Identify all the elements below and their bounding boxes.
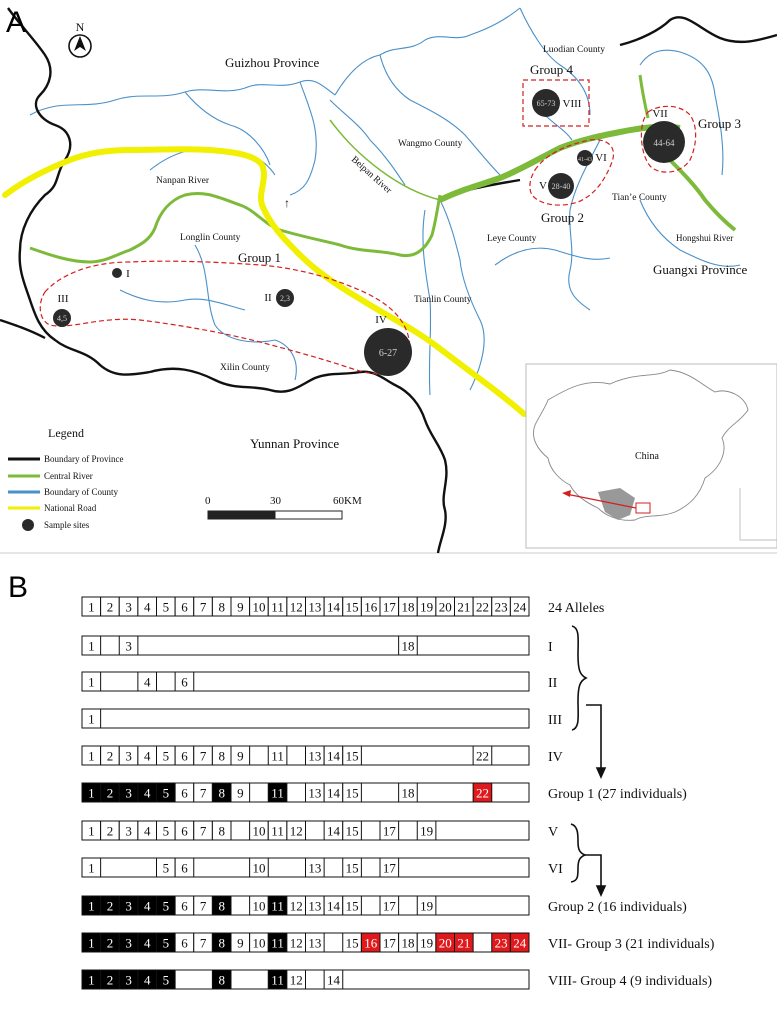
allele-cell-number: 18: [401, 935, 415, 951]
allele-cell-number: 23: [494, 599, 508, 615]
allele-cell-number: 14: [326, 599, 340, 615]
allele-cell-number: 8: [218, 898, 225, 914]
allele-cell-number: 17: [382, 898, 396, 914]
allele-cell-number: 24: [513, 935, 527, 951]
allele-row-7: [82, 858, 563, 877]
allele-row-0: [82, 597, 604, 616]
allele-cell-number: 19: [420, 599, 434, 615]
allele-cell-number: 15: [345, 860, 359, 876]
allele-cell-number: 15: [345, 785, 359, 801]
allele-cell-number: 3: [125, 599, 132, 615]
allele-row-label: VIII- Group 4 (9 individuals): [548, 974, 713, 989]
allele-cell-number: 14: [326, 748, 340, 764]
allele-cell-number: 6: [181, 935, 188, 951]
allele-cell-number: 1: [88, 972, 95, 988]
allele-cell-number: 13: [308, 785, 322, 801]
allele-cell-number: 22: [475, 748, 489, 764]
allele-cell-number: 20: [438, 599, 452, 615]
allele-cell-number: 17: [382, 823, 396, 839]
allele-cell-number: 5: [162, 860, 170, 876]
allele-cell-number: 12: [289, 935, 303, 951]
scale-label-0: 0: [205, 495, 211, 507]
allele-row-3: [82, 709, 562, 728]
allele-cell-number: 2: [106, 823, 114, 839]
allele-cell-number: 1: [88, 898, 95, 914]
label-luodian: Luodian County: [543, 45, 606, 55]
allele-cell-number: 9: [237, 748, 244, 764]
allele-cell-number: 9: [237, 599, 244, 615]
allele-cell-number: 19: [420, 823, 434, 839]
allele-cell-number: 18: [401, 638, 415, 654]
allele-cell-number: 8: [218, 935, 225, 951]
label-group-2: Group 2: [541, 210, 584, 225]
site-v-id: V: [539, 180, 547, 192]
allele-cell-number: 7: [199, 935, 207, 951]
allele-row-outline: [82, 709, 529, 728]
allele-cell-number: 6: [181, 599, 188, 615]
allele-cell-number: 2: [106, 599, 114, 615]
panel-a-label: A: [6, 6, 27, 39]
allele-cell-number: 2: [106, 898, 114, 914]
allele-row-9: [82, 933, 715, 952]
allele-row-outline: [82, 636, 529, 655]
allele-cell-number: 16: [364, 935, 378, 951]
legend-title: Legend: [48, 426, 84, 440]
allele-row-label: Group 1 (27 individuals): [548, 787, 687, 802]
scale-label-30: 30: [270, 495, 281, 507]
allele-row-4: [82, 746, 563, 765]
allele-cell-number: 10: [252, 860, 266, 876]
site-i-id: I: [126, 268, 130, 280]
site-iv-id: IV: [375, 314, 387, 326]
allele-cell-number: 4: [143, 935, 151, 951]
allele-cell-number: 6: [181, 674, 188, 690]
allele-cell-number: 8: [218, 972, 225, 988]
allele-cell-number: 13: [308, 860, 322, 876]
allele-cell-number: 15: [345, 898, 359, 914]
allele-cell-number: 4: [143, 599, 151, 615]
allele-cell-number: 2: [106, 748, 114, 764]
allele-row-10: [82, 970, 712, 989]
allele-cell-number: 10: [252, 935, 266, 951]
label-nanpan: Nanpan River: [156, 176, 210, 186]
allele-rows: [82, 597, 715, 989]
group-1-brace: [572, 626, 605, 777]
allele-cell-number: 15: [345, 935, 359, 951]
allele-panel: [0, 560, 777, 1015]
allele-cell-number: 18: [401, 599, 415, 615]
allele-row-8: [82, 896, 687, 915]
label-leye: Leye County: [487, 234, 537, 244]
allele-cell-number: 17: [382, 935, 396, 951]
allele-cell-number: 1: [88, 638, 95, 654]
allele-cell-number: 18: [401, 785, 415, 801]
site-vi-inner: 41-43: [578, 157, 592, 163]
allele-cell-number: 12: [289, 898, 303, 914]
allele-cell-number: 5: [162, 898, 170, 914]
allele-cell-number: 3: [125, 972, 132, 988]
allele-cell-number: 6: [181, 785, 188, 801]
allele-cell-number: 3: [125, 823, 132, 839]
label-yunnan: Yunnan Province: [250, 436, 340, 451]
allele-cell-number: 3: [125, 935, 132, 951]
allele-row-1: [82, 636, 553, 655]
allele-cell-number: 7: [199, 748, 207, 764]
allele-cell-number: 10: [252, 898, 266, 914]
allele-cell-number: 1: [88, 860, 95, 876]
allele-cell-number: 14: [326, 823, 340, 839]
allele-cell-number: 11: [271, 785, 284, 801]
allele-cell-number: 13: [308, 748, 322, 764]
scale-label-60: 60KM: [333, 495, 362, 507]
label-tiane: Tian’e County: [612, 193, 667, 203]
allele-row-label: V: [548, 825, 559, 840]
allele-cell-number: 10: [252, 823, 266, 839]
allele-cell-number: 9: [237, 785, 244, 801]
allele-cell-number: 11: [271, 823, 284, 839]
allele-cell-number: 4: [143, 748, 151, 764]
allele-row-label: II: [548, 676, 558, 691]
allele-cell-number: 11: [271, 599, 284, 615]
allele-cell-number: 15: [345, 823, 359, 839]
allele-cell-number: 8: [218, 599, 225, 615]
allele-cell-number: 22: [475, 599, 489, 615]
allele-cell-number: 16: [364, 599, 378, 615]
allele-cell-number: 8: [218, 785, 225, 801]
allele-cell-number: 4: [143, 972, 151, 988]
allele-cell-number: 4: [143, 823, 151, 839]
allele-row-label: IV: [548, 750, 563, 765]
allele-cell-number: 2: [106, 785, 114, 801]
allele-cell-number: 11: [271, 898, 284, 914]
allele-cell-number: 17: [382, 599, 396, 615]
allele-cell-number: 5: [162, 785, 170, 801]
allele-cell-number: 3: [125, 898, 132, 914]
legend-item-county: Boundary of County: [44, 487, 118, 497]
site-ii-inner: 2,3: [280, 294, 290, 303]
label-guizhou: Guizhou Province: [225, 55, 320, 70]
legend-item-road: National Road: [44, 503, 97, 513]
allele-row-5: [82, 783, 687, 802]
allele-cell-number: 1: [88, 711, 95, 727]
legend-item-province: Boundary of Province: [44, 454, 124, 464]
china-inset-map: [526, 364, 777, 548]
site-v-inner: 28-40: [551, 182, 571, 191]
allele-cell-number: 13: [308, 935, 322, 951]
allele-cell-number: 5: [162, 823, 170, 839]
north-label: N: [75, 20, 85, 34]
allele-cell-number: 5: [162, 935, 170, 951]
site-ii-id: II: [264, 292, 272, 304]
allele-cell-number: 6: [181, 860, 188, 876]
site-iv-inner: 6-27: [378, 348, 398, 359]
allele-cell-number: 6: [181, 898, 188, 914]
allele-cell-number: 7: [199, 823, 207, 839]
inset-china-label: China: [635, 451, 659, 462]
allele-row-label: VI: [548, 862, 563, 877]
allele-cell-number: 14: [326, 972, 340, 988]
allele-cell-number: 1: [88, 785, 95, 801]
allele-cell-number: 15: [345, 599, 359, 615]
label-beipan: Beipan River: [348, 154, 394, 196]
label-wangmo: Wangmo County: [398, 139, 463, 149]
allele-cell-number: 23: [494, 935, 508, 951]
allele-cell-number: 19: [420, 935, 434, 951]
site-iii-inner: 4,5: [57, 314, 67, 323]
allele-cell-number: 12: [289, 972, 303, 988]
allele-cell-number: 8: [218, 823, 225, 839]
allele-cell-number: 22: [475, 785, 489, 801]
allele-cell-number: 5: [162, 748, 170, 764]
panel-b-label: B: [8, 571, 29, 604]
site-vi-id: VI: [595, 152, 607, 164]
site-viii-inner: 65-73: [536, 99, 556, 108]
allele-cell-number: 7: [199, 785, 207, 801]
allele-cell-number: 1: [88, 748, 95, 764]
allele-cell-number: 1: [88, 599, 95, 615]
allele-cell-number: 21: [457, 935, 471, 951]
allele-cell-number: 12: [289, 599, 303, 615]
allele-cell-number: 15: [345, 748, 359, 764]
legend-item-sites: Sample sites: [44, 520, 90, 530]
allele-cell-number: 8: [218, 748, 225, 764]
allele-cell-number: 11: [271, 972, 284, 988]
label-group-1: Group 1: [238, 250, 281, 265]
allele-cell-number: 11: [271, 935, 284, 951]
allele-row-label: VII- Group 3 (21 individuals): [548, 937, 715, 952]
allele-cell-number: 12: [289, 823, 303, 839]
allele-cell-number: 1: [88, 823, 95, 839]
allele-cell-number: 17: [382, 860, 396, 876]
allele-cell-number: 6: [181, 748, 188, 764]
site-vii-inner: 44-64: [653, 138, 675, 148]
map-arrow-mark: ↑: [284, 196, 290, 210]
allele-cell-number: 21: [457, 599, 471, 615]
allele-cell-number: 19: [420, 898, 434, 914]
allele-cell-number: 3: [125, 748, 132, 764]
allele-cell-number: 7: [199, 599, 207, 615]
allele-cell-number: 3: [125, 638, 132, 654]
label-guangxi: Guangxi Province: [653, 262, 748, 277]
allele-row-label: III: [548, 713, 562, 728]
allele-cell-number: 10: [252, 599, 266, 615]
legend-item-river: Central River: [44, 471, 93, 481]
allele-cell-number: 5: [162, 599, 170, 615]
allele-row-label: I: [548, 640, 553, 655]
allele-cell-number: 5: [162, 972, 170, 988]
allele-cell-number: 1: [88, 935, 95, 951]
allele-row-label: Group 2 (16 individuals): [548, 900, 687, 915]
legend: [0, 418, 160, 540]
allele-cell-number: 14: [326, 898, 340, 914]
allele-cell-number: 20: [438, 935, 452, 951]
allele-cell-number: 4: [143, 674, 151, 690]
allele-cell-number: 2: [106, 935, 114, 951]
site-viii-id: VIII: [562, 98, 582, 110]
site-iii-id: III: [57, 293, 69, 305]
sample-site-i: [112, 268, 122, 278]
allele-cell-number: 9: [237, 935, 244, 951]
allele-cell-number: 7: [199, 898, 207, 914]
allele-row-label: 24 Alleles: [548, 601, 605, 616]
allele-cell-number: 4: [143, 785, 151, 801]
allele-cell-number: 13: [308, 599, 322, 615]
allele-cell-number: 3: [125, 785, 132, 801]
allele-cell-number: 13: [308, 898, 322, 914]
allele-row-2: [82, 672, 558, 691]
label-hongshui: Hongshui River: [676, 233, 734, 243]
allele-figure: [0, 560, 777, 1015]
allele-cell-number: 1: [88, 674, 95, 690]
label-xilin: Xilin County: [220, 363, 270, 373]
site-vii-id: VII: [652, 108, 668, 120]
allele-cell-number: 14: [326, 785, 340, 801]
allele-row-6: [82, 821, 558, 840]
label-group-4: Group 4: [530, 62, 573, 77]
allele-cell-number: 2: [106, 972, 114, 988]
allele-cell-number: 6: [181, 823, 188, 839]
label-tianlin: Tianlin County: [414, 295, 472, 305]
allele-cell-number: 24: [513, 599, 527, 615]
allele-cell-number: 11: [271, 748, 284, 764]
label-longlin: Longlin County: [180, 233, 241, 243]
group-2-brace: [571, 824, 605, 895]
label-group-3: Group 3: [698, 116, 741, 131]
allele-cell-number: 4: [143, 898, 151, 914]
